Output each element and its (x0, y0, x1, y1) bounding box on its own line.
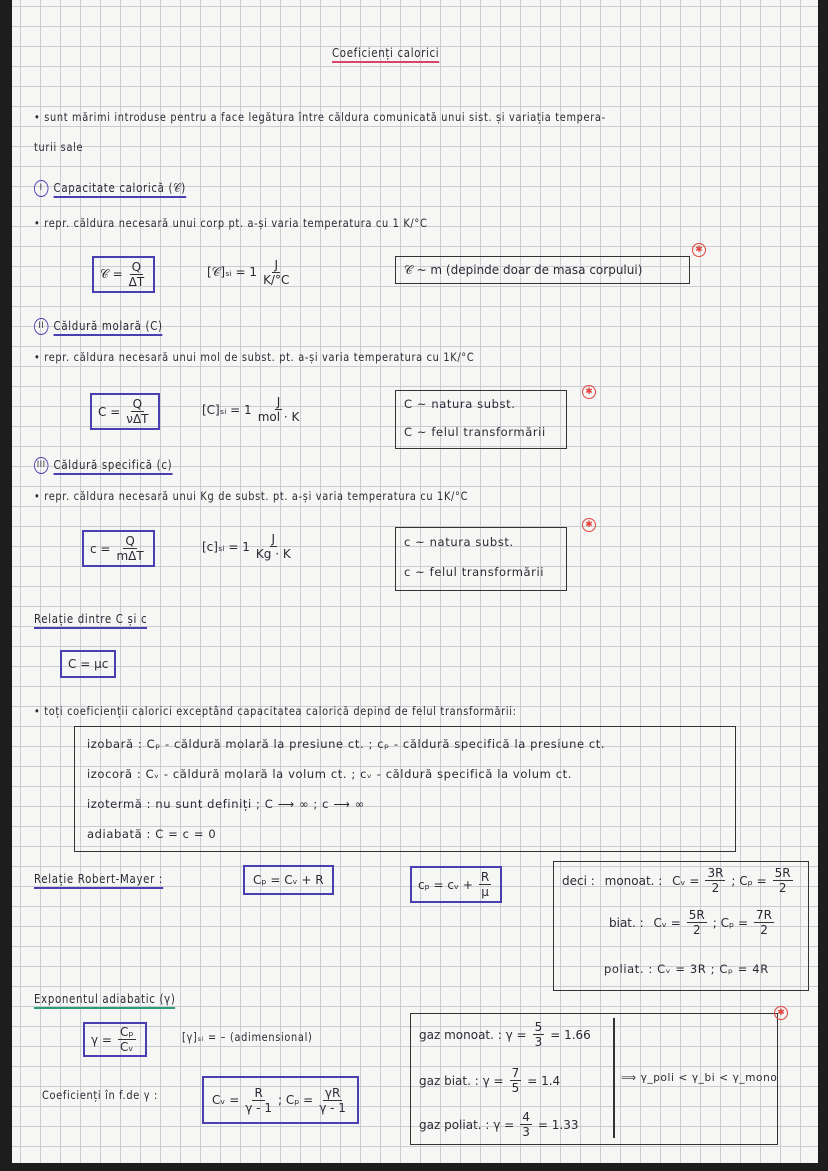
gamma-polyatomic: gaz poliat. : γ = $\frac{4}{3}$ = 1.33 (419, 1110, 579, 1139)
heat-capacity-formula (92, 256, 155, 293)
note: C ~ felul transformării (404, 425, 546, 439)
molar-heat-si-unit (202, 395, 302, 424)
fraction: $\frac{Q}{\text{mΔT}}$ (116, 534, 144, 563)
specific-heat-formula (82, 530, 155, 567)
specific-heat-si-unit (202, 532, 294, 561)
fraction: $\frac{J}{\text{mol · K}}$ (257, 395, 300, 424)
divider (613, 1018, 615, 1138)
monoatomic-values: deci : monoat. : Cᵥ = $\frac{3R}{2}$ ; Cₚ = $\frac{5R}{2}$ (562, 866, 791, 895)
note: 𝒞 ~ m (depinde doar de masa corpului) (404, 262, 643, 277)
fraction: $\frac{J}{K/^\circ C}$ (263, 258, 290, 287)
heading-text: Capacitate calorică (𝒞) (54, 181, 186, 198)
grid-paper-page (12, 0, 818, 1163)
section-3-bullet: • repr. căldura necesară unui Kg de subst. pt. a-și varia temperatura cu 1K/°C (34, 489, 469, 503)
section-number: III (34, 457, 48, 474)
section-3-heading (34, 457, 172, 474)
star-icon: ✱ (582, 518, 596, 532)
gamma-values-box (410, 1013, 778, 1145)
biatomic-values: biat. : Cᵥ = $\frac{5R}{2}$ ; Cₚ = $\frac{7R}{2}$ (609, 908, 772, 937)
note: c ~ felul transformării (404, 565, 545, 579)
transformations-box (74, 726, 736, 852)
note: C ~ natura subst. (404, 397, 516, 411)
note: c ~ natura subst. (404, 535, 514, 549)
heading-text: Căldură specifică (c) (54, 458, 173, 475)
lhs: [C]ₛᵢ = 1 (202, 402, 252, 417)
polyatomic-values: poliat. : Cᵥ = 3R ; Cₚ = 4R (604, 962, 769, 976)
transformation-row: izobară : Cₚ - căldură molară la presiune ct. ; cₚ - căldură specifică la presiune ct. (87, 737, 606, 751)
lhs: 𝒞 = (100, 267, 123, 281)
lhs: cₚ = cᵥ + (418, 877, 473, 892)
section-1-bullet: • repr. căldura necesară unui corp pt. a-și varia temperatura cu 1 K/°C (34, 216, 428, 230)
transformation-row: izotermă : nu sunt definiți ; C ⟶ ∞ ; c ⟶ ∞ (87, 797, 365, 811)
heading-text: Căldură molară (C) (54, 319, 163, 336)
lhs: [c]ₛᵢ = 1 (202, 539, 250, 554)
heat-capacity-si-unit (207, 258, 292, 287)
coef-gamma-formula: Cᵥ = $\frac{R}{\gamma - 1}$ ; Cₚ = $\frac{\gamma R}{\gamma - 1}$ (202, 1076, 359, 1124)
relation-heading: Relație dintre C și c (34, 612, 147, 629)
specific-heat-note-box (395, 527, 567, 591)
gamma-si-unit: [γ]ₛᵢ = – (adimensional) (182, 1030, 313, 1044)
heat-values-box (553, 861, 809, 991)
mayer-molar-formula: Cₚ = Cᵥ + R (243, 865, 334, 895)
gamma-monoatomic: gaz monoat. : γ = $\frac{5}{3}$ = 1.66 (419, 1020, 591, 1049)
heat-capacity-note-box (395, 256, 690, 284)
transformation-row: adiabată : C = c = 0 (87, 827, 217, 841)
section-1-heading (34, 180, 186, 197)
fraction: $\frac{Q}{\Delta T}$ (128, 260, 145, 289)
relation-bullet: • toți coeficienții calorici exceptând capacitatea calorică depind de felul transformării: (34, 704, 517, 718)
star-icon: ✱ (692, 243, 706, 257)
intro-line-2: turii sale (34, 140, 84, 154)
molar-heat-note-box (395, 390, 567, 449)
fraction: $\frac{R}{\mu}$ (480, 870, 490, 899)
gamma-heading: Exponentul adiabatic (γ) (34, 992, 175, 1009)
section-number: II (34, 318, 48, 335)
coef-gamma-label: Coeficienți în f.de γ : (42, 1088, 158, 1102)
fraction: $\frac{J}{Kg \cdot K}$ (255, 532, 291, 561)
relation-formula: C = μc (60, 650, 116, 678)
mayer-specific-formula (410, 866, 502, 903)
section-number: I (34, 180, 48, 197)
page-title: Coeficienți calorici (332, 46, 439, 63)
transformation-row: izocoră : Cᵥ - căldură molară la volum ct. ; cᵥ - căldură specifică la volum ct. (87, 767, 573, 781)
mayer-heading: Relație Robert-Mayer : (34, 872, 163, 889)
intro-line-1: • sunt mărimi introduse pentru a face legătura între căldura comunicată unui sist. și variația tempera- (34, 110, 606, 124)
gamma-formula: γ = $\frac{\text{Cₚ}}{\text{Cᵥ}}$ (83, 1022, 147, 1057)
star-icon: ✱ (774, 1006, 788, 1020)
lhs: c = (90, 541, 111, 556)
gamma-conclusion: ⟹ γ_poli < γ_bi < γ_mono (621, 1072, 778, 1084)
section-2-heading (34, 318, 163, 335)
section-2-bullet: • repr. căldura necesară unui mol de subst. pt. a-și varia temperatura cu 1K/°C (34, 350, 475, 364)
star-icon: ✱ (582, 385, 596, 399)
gamma-biatomic: gaz biat. : γ = $\frac{7}{5}$ = 1.4 (419, 1066, 561, 1095)
lhs: C = (98, 404, 121, 419)
lhs: [𝒞]ₛᵢ = 1 (207, 265, 258, 279)
fraction: $\frac{Q}{\text{νΔT}}$ (126, 397, 149, 426)
molar-heat-formula (90, 393, 160, 430)
